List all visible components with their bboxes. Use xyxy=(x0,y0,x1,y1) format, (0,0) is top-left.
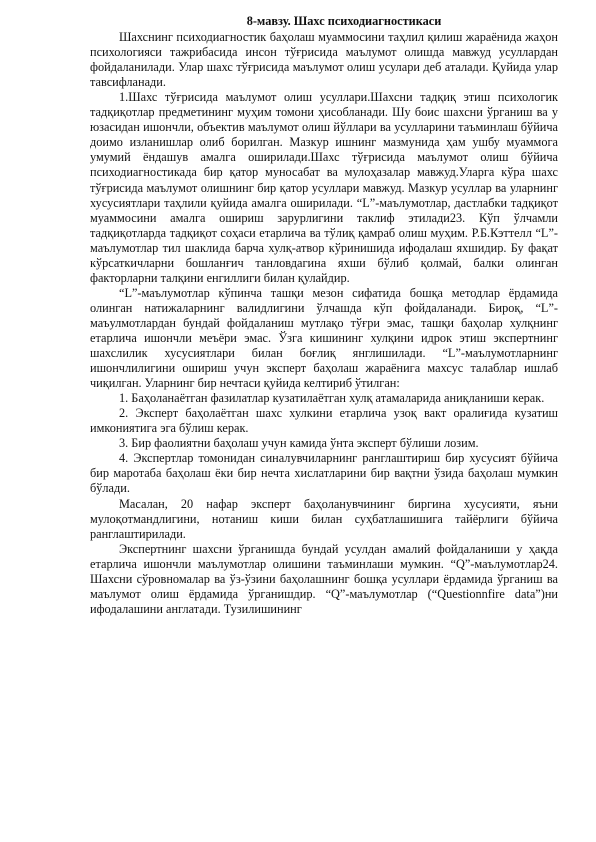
paragraph-q-data: Экспертнинг шахсни ўрганишда бундай усулдан амалий фойдаланиши у ҳақда етарлича ишончли маълумотлар олишини таъминлаши мумкин. “Q”-маълумотлар24. Шахсни сўровномалар ва ўз-ўзини баҳолашнинг бошқа усуллари ёрдамида ўрганиш ва маълумот олиш ёрдамида ўрганишдир. “Q”-маълумотлар (“Questionnfire data”)ни ифодалашини англатади. Тузилишининг xyxy=(90,541,558,616)
list-item: 1. Баҳоланаётган фазилатлар кузатилаётган хулқ атамаларида аниқланиши керак. xyxy=(119,391,545,406)
document-page xyxy=(90,14,558,617)
paragraph-example: Масалан, 20 нафар эксперт баҳоланувчининг биргина хусусияти, яъни мулоқотмандлигини, нотаниш киши билан суҳбатлашишига тайёрлиги бўйича ранглаштирилади. xyxy=(90,496,558,541)
paragraph-l-data: “L”-маълумотлар кўпинча ташқи мезон сифатида бошқа методлар ёрдамида олинган натижаларнинг валидлигини ўлчашда кўп фойдаланади. Бироқ, “L”-маъулмотлардан бундай фойдаланиш мутлақо тўғри эмас, ташқи баҳолар хулқнинг етарлича ишончли меъёри эмас. Ўзга кишининг хулқини идрок этиш экспертнинг шахслилик хусусиятлари билан боғлиқ янглишилади. “L”-маълумотларнинг ишончлилигини ошириш учун эксперт баҳолаш жараёнига махсус талаблар ишлаб чиқилган. Уларнинг бир нечтаси қуйида келтириб ўтилган: xyxy=(90,285,558,391)
paragraph-methods: 1.Шахс тўғрисида маълумот олиш усуллари.Шахсни тадқиқ этиш психологик тадқиқотлар предметининг муҳим томони ҳисобланади. Шу боис шахсни ўрганиш ва у юзасидан ишончли, объектив маълумот олиш йўллари ва усулларини таъминлаш бўйича доимо изланишлар олиб борилган. Мазкур ишнинг мазмунида ҳам ушбу муаммога умумий ёндашув амалга оширилади.Шахс тўғрисида маълумот олиш бўйича психодиагностикада бир қатор муносабат ва мулоҳазалар мавжуд.Уларга кўра шахс тўғрисида маълумот олишнинг бир қатор усуллари мавжуд. Мазкур усуллар ва уларнинг хусусиятлари таҳлили қуйида амалга оширилади. “L”-маълумотлар, дастлабки тадқиқот муаммосини амалга ошириш зарурлигини таклиф этилади23. Кўп ўлчамли тадқиқотларда тадқиқот соҳаси етарлича ва тўлиқ қамраб олиш муҳим. Р.Б.Кэттелл “L”-маълумотлар тил шаклида барча хулқ-атвор кўринишида ифодалаш яхшидир. Бу фақат кўрсаткичларни бошланғич танловдагина яхши бўлиб қолмай, балки олинган факторларни талқини енгиллиги билан қулайдир. xyxy=(90,90,558,285)
list-item: 2. Эксперт баҳолаётган шахс хулкини етарлича узоқ вакт оралиғида кузатиш имкониятига эга бўлиш керак. xyxy=(90,406,558,436)
list-item: 3. Бир фаолиятни баҳолаш учун камида ўнта эксперт бўлиши лозим. xyxy=(119,436,479,451)
paragraph-intro: Шахснинг психодиагностик баҳолаш муаммосини таҳлил қилиш жараёнида жаҳон психологияси тажрибасида инсон тўғрисида маълумот олишда мавжуд усуллардан фойдаланилади. Улар шахс тўғрисида маълумот олиш усулари деб аталади. Қуйида улар тавсифланади. xyxy=(90,30,558,90)
list-item: 4. Экспертлар томонидан синалувчиларнинг ранглаштириш бир хусусият бўйича бир маротаба баҳолаш ёки бир нечта хислатларини бир вақтни ўзида баҳолаш мумкин бўлади. xyxy=(90,451,558,496)
document-title: 8-мавзу. Шахс психодиагностикаси xyxy=(246,14,442,28)
